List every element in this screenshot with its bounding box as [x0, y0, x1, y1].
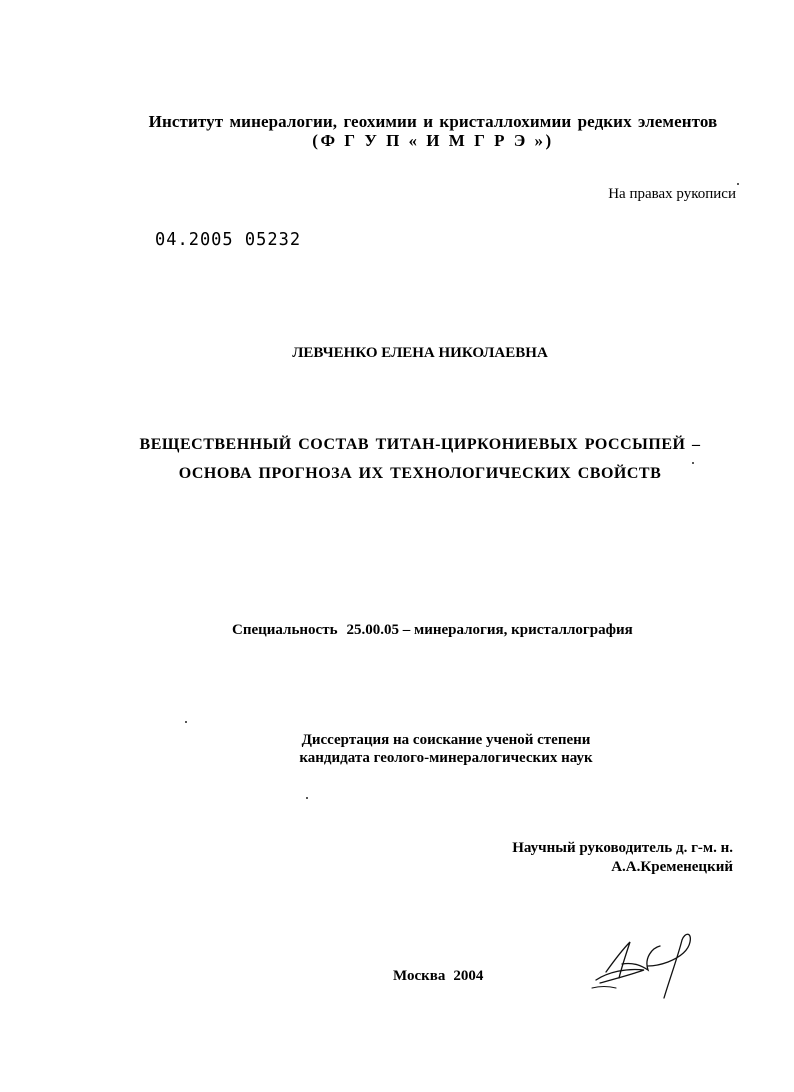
year: 2004 — [453, 968, 484, 984]
rights-note: На правах рукописи — [608, 186, 736, 202]
degree-statement-line-2: кандидата геолого-минералогических наук — [299, 750, 593, 766]
specialty-value: 25.00.05 – минералогия, кристаллография — [346, 622, 633, 638]
scan-speck — [185, 721, 187, 723]
degree-statement-line-1: Диссертация на соискание ученой степени — [301, 732, 591, 748]
scan-speck — [737, 183, 739, 185]
dissertation-title-line-1: ВЕЩЕСТВЕННЫЙ СОСТАВ ТИТАН-ЦИРКОНИЕВЫХ РОССЫПЕЙ – — [139, 436, 701, 453]
supervisor-title: Научный руководитель д. г-м. н. — [512, 840, 733, 856]
scan-speck — [306, 797, 308, 799]
institute-name: Институт минералогии, геохимии и кристаллохимии редких элементов — [148, 112, 718, 131]
author-name: ЛЕВЧЕНКО ЕЛЕНА НИКОЛАЕВНА — [292, 345, 548, 361]
specialty — [232, 622, 633, 639]
scan-speck — [692, 462, 694, 464]
handwritten-signature — [586, 928, 706, 1000]
place-and-year — [393, 968, 483, 985]
registration-stamp: 04.2005 05232 — [155, 229, 302, 251]
supervisor-name: А.А.Кременецкий — [611, 859, 733, 875]
specialty-label: Специальность — [232, 622, 338, 638]
city: Москва — [393, 968, 446, 984]
dissertation-title-line-2: ОСНОВА ПРОГНОЗА ИХ ТЕХНОЛОГИЧЕСКИХ СВОЙСТВ — [178, 465, 662, 482]
institute-abbreviation: (Ф Г У П « И М Г Р Э ») — [312, 131, 554, 150]
